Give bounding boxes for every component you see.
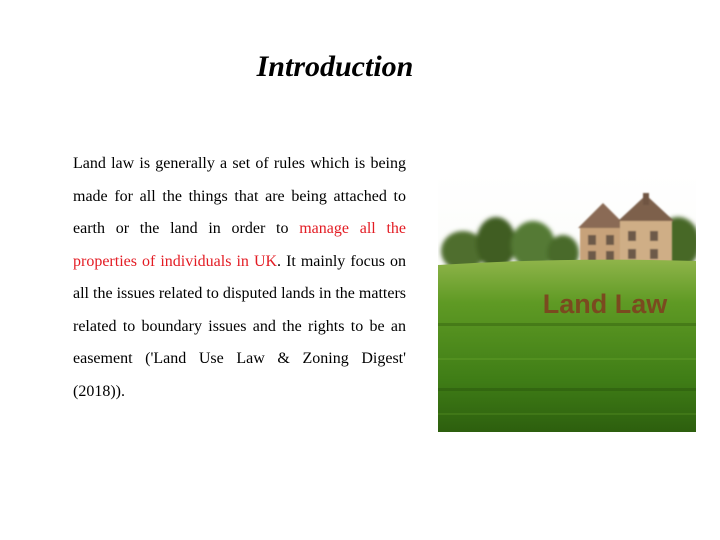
slide-title: Introduction — [256, 50, 414, 83]
body-text-highlight: manage all the properties of individuals in UK — [73, 220, 407, 270]
image-caption: Land Law — [542, 289, 668, 319]
land-law-image — [438, 173, 696, 432]
body-text-part2: . It mainly focus on all the issues related to disputed lands in the matters related to boundary issues and the rights to be an easement ('Land Use Law & Zoning Digest' (2018)). — [73, 252, 406, 400]
lawn — [438, 260, 696, 432]
body-text-part1: Land law is generally a set of rules which is being made for all the things that are being attached to earth or the land in order to — [73, 155, 406, 237]
body-paragraph — [73, 148, 406, 408]
